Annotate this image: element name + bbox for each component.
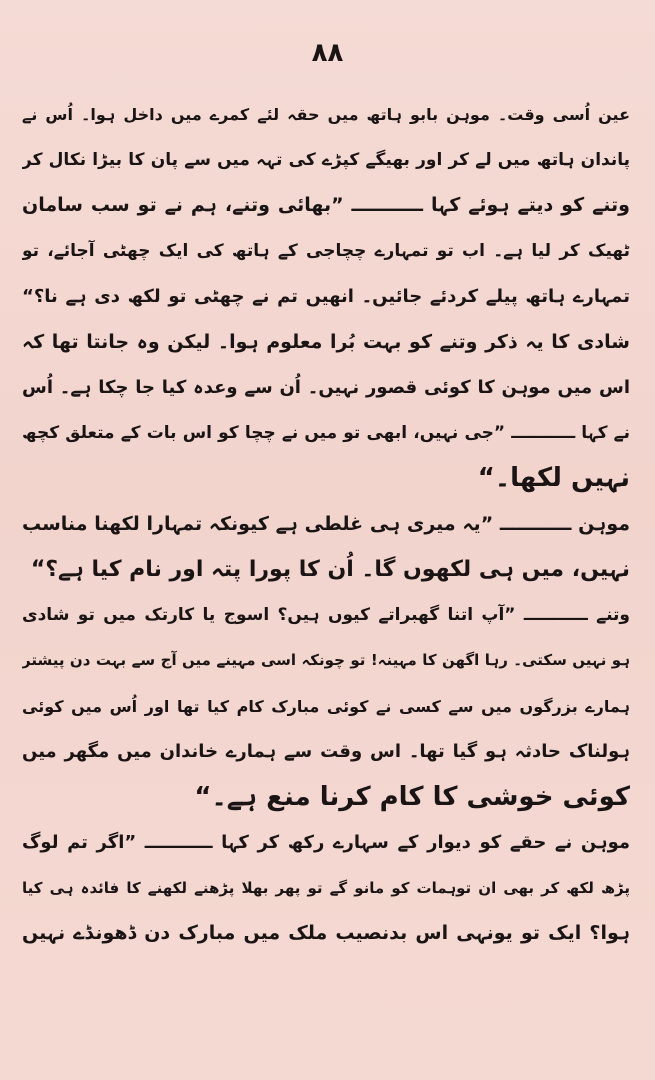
text-line: عین اُسی وقت۔ موہن بابو ہاتھ میں حقہ لئے کمرے میں داخل ہوا۔ اُس نے	[22, 105, 630, 124]
text-line: ہولناک حادثہ ہو گیا تھا۔ اس وقت سے ہمارے خاندان میں مگھر میں	[22, 741, 630, 762]
text-line: شادی کا یہ ذکر وتنے کو بہت بُرا معلوم ہوا۔ لیکن وہ جانتا تھا کہ	[22, 330, 630, 353]
text-line: وتنے کو دیتے ہوئے کہا ـــــــــــ ”بھائی وتنے، ہم نے تو سب سامان	[22, 194, 630, 216]
text-line: پڑھ لکھ کر بھی ان توہمات کو مانو گے تو پھر بھلا پڑھنے لکھنے کا فائدہ ہی کیا	[22, 878, 630, 897]
text-line: ٹھیک کر لیا ہے۔ اب تو تمہارے چچاجی کے ہاتھ کی ایک چھٹی آجائے، تو	[22, 240, 630, 261]
page-number: ۸۸	[311, 38, 344, 68]
text-line: ہوا؟ ایک تو یونہی اس بدنصیب ملک میں مبارک دن ڈھونڈے نہیں	[22, 922, 630, 944]
text-line: پاندان ہاتھ میں لے کر اور بھیگے کپڑے کی تہہ میں سے پان کا بیڑا نکال کر	[22, 149, 630, 170]
text-line: نہیں، میں ہی لکھوں گا۔ اُن کا پورا پتہ اور نام کیا ہے؟“	[30, 557, 630, 582]
urdu-text-body	[22, 92, 630, 957]
text-line: اس میں موہن کا کوئی قصور نہیں۔ اُن سے وعدہ کیا جا چکا ہے۔ اُس	[22, 377, 630, 398]
text-line: کوئی خوشی کا کام کرنا منع ہے۔“	[194, 781, 630, 812]
text-line: موہن ـــــــــــ ”یہ میری ہی غلطی ہے کیونکہ تمہارا لکھنا مناسب	[22, 512, 630, 535]
text-line: نہیں لکھا۔“	[477, 463, 630, 493]
text-line: ہو نہیں سکتی۔ رہا اگھن کا مہینہ! تو چونکہ اسی مہینے میں آج سے بہت دن پیشتر	[22, 651, 630, 669]
text-line: نے کہا ـــــــــــ ”جی نہیں، ابھی تو میں نے چچا کو اس بات کے متعلق کچھ	[22, 422, 630, 443]
text-line: موہن نے حقے کو دیوار کے سہارے رکھ کر کہا ـــــــــــ ”اگر تم لوگ	[22, 832, 630, 853]
text-line: تمہارے ہاتھ پیلے کردئے جائیں۔ انھیں تم نے چھٹی تو لکھ دی ہے نا؟“	[22, 286, 630, 307]
text-line: وتنے ـــــــــــ ”آپ اتنا گھبراتے کیوں ہیں؟ اسوج یا کارتک میں تو شادی	[22, 604, 630, 625]
text-line: ہمارے بزرگوں میں سے کسی نے کوئی مبارک کام کیا تھا اور اُس میں کوئی	[22, 696, 630, 716]
